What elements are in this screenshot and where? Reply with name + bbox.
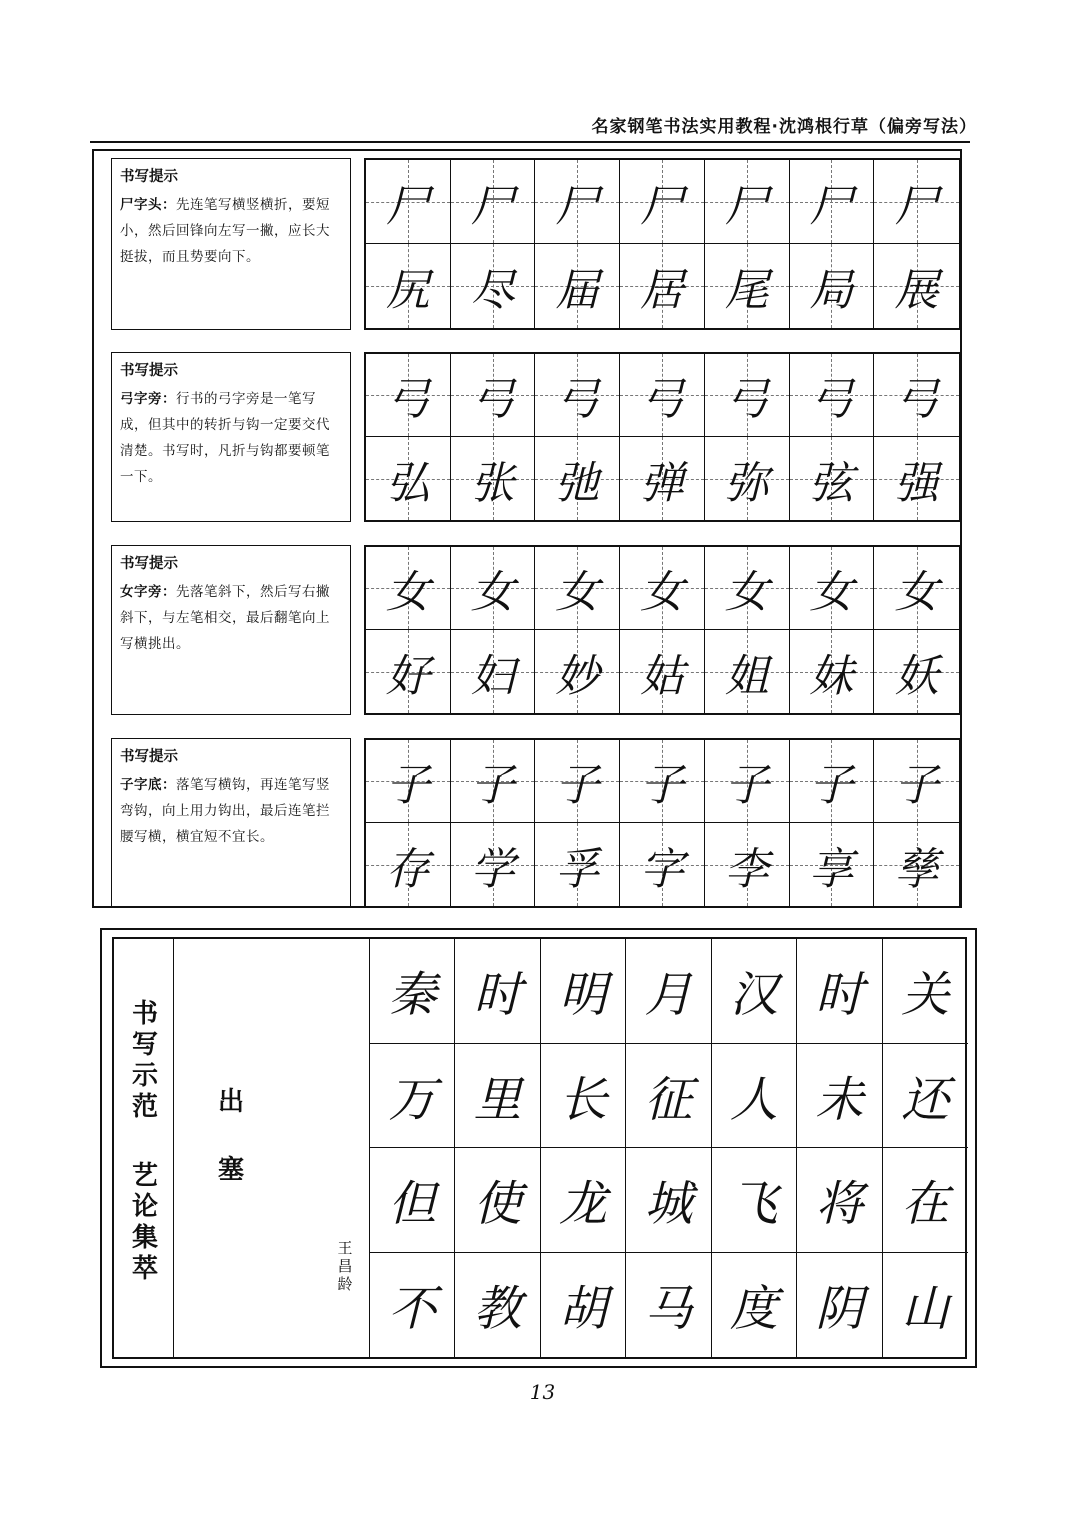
radical-char: 弓 (470, 374, 515, 425)
example-char: 展 (894, 265, 939, 316)
practice-section (111, 352, 960, 522)
radical-char: 弓 (724, 374, 769, 425)
example-cell (874, 630, 959, 713)
radical-cell (790, 160, 875, 244)
label-char: 集 (131, 1223, 158, 1253)
radical-cell (366, 740, 451, 823)
example-cell (705, 244, 790, 328)
example-cell (620, 823, 705, 906)
example-char: 好 (385, 650, 430, 702)
radical-cell (366, 354, 451, 437)
radical-char: 女 (894, 567, 939, 618)
example-cell (366, 437, 451, 520)
example-char: 姐 (724, 650, 769, 702)
poem-char: 马 (626, 1253, 711, 1358)
radical-cell (790, 354, 875, 437)
example-cell (874, 823, 959, 906)
radical-cell (620, 740, 705, 823)
label-char: 范 (131, 1092, 158, 1122)
poet-name (336, 1239, 354, 1293)
poem-char: 但 (370, 1148, 455, 1253)
radical-cell (451, 160, 536, 244)
practice-section (111, 545, 960, 715)
example-char: 尻 (385, 265, 430, 316)
radical-cell (705, 354, 790, 437)
radical-cell (535, 160, 620, 244)
label-char: 写 (131, 1030, 158, 1060)
label-char: 书 (131, 999, 158, 1029)
poem-char: 还 (883, 1044, 968, 1149)
radical-char: 尸 (385, 180, 430, 232)
example-char: 张 (470, 457, 515, 509)
tip-text: 先连笔写横竖横折，要短小，然后回锋向左写一撇，应长大挺拔，而且势要向下。 (120, 197, 330, 265)
radical-cell (790, 547, 875, 630)
poem-title (216, 1087, 246, 1185)
poem-char: 度 (712, 1253, 797, 1358)
radical-char: 弓 (385, 374, 430, 425)
tip-term: 女字旁： (120, 584, 176, 600)
example-cell (451, 437, 536, 520)
practice-section (111, 158, 960, 330)
radical-char: 女 (555, 567, 600, 618)
tip-title: 书写提示 (120, 556, 178, 572)
radical-char: 尸 (724, 180, 769, 232)
radical-char: 尸 (894, 180, 939, 232)
radical-cell (535, 547, 620, 630)
radical-char: 女 (809, 567, 854, 618)
example-char: 孳 (894, 843, 939, 895)
poem-char: 明 (541, 939, 626, 1044)
radical-cell (535, 740, 620, 823)
radical-char: 子 (724, 760, 769, 811)
header-title: 名家钢笔书法实用教程·沈鸿根行草（偏旁写法） (591, 117, 977, 137)
example-cell (874, 244, 959, 328)
practice-grid (364, 352, 961, 522)
tip-title: 书写提示 (120, 169, 178, 185)
radical-cell (366, 547, 451, 630)
radical-char: 弓 (639, 374, 684, 425)
tip-body (120, 386, 342, 490)
radical-cell (705, 160, 790, 244)
example-char: 尽 (470, 265, 515, 316)
tip-term: 子字底： (120, 777, 176, 793)
example-char: 局 (809, 265, 854, 316)
poem-char: 人 (712, 1044, 797, 1149)
label-char: 艺 (131, 1161, 158, 1191)
demo-label (120, 999, 170, 1285)
example-char: 弹 (639, 457, 684, 509)
example-cell (620, 244, 705, 328)
writing-tip (111, 545, 351, 715)
poem-char: 城 (626, 1148, 711, 1253)
example-cell (620, 437, 705, 520)
radical-cell (451, 547, 536, 630)
example-cell (874, 437, 959, 520)
tip-body (120, 579, 342, 657)
label-char: 论 (131, 1192, 158, 1222)
radical-cell (535, 354, 620, 437)
radical-cell (874, 160, 959, 244)
poem-char: 飞 (712, 1148, 797, 1253)
poem-title-char: 塞 (217, 1155, 244, 1185)
radical-char: 尸 (809, 180, 854, 232)
radical-char: 子 (385, 760, 430, 811)
radical-cell (874, 740, 959, 823)
poem-char: 秦 (370, 939, 455, 1044)
poem-char: 征 (626, 1044, 711, 1149)
poem-char: 未 (797, 1044, 882, 1149)
writing-tip (111, 738, 351, 908)
example-char: 孚 (555, 843, 600, 895)
example-char: 妹 (809, 650, 854, 702)
practice-grid (364, 545, 961, 715)
practice-section (111, 738, 960, 908)
demo-panel (100, 928, 977, 1368)
radical-char: 弓 (894, 374, 939, 425)
example-cell (620, 630, 705, 713)
example-cell (705, 823, 790, 906)
practice-grid (364, 738, 961, 908)
radical-cell (705, 740, 790, 823)
example-char: 学 (470, 843, 515, 895)
example-char: 届 (555, 265, 600, 316)
radical-cell (620, 547, 705, 630)
header-rule (90, 141, 970, 143)
example-char: 强 (894, 457, 939, 509)
radical-cell (874, 354, 959, 437)
tip-title: 书写提示 (120, 749, 178, 765)
radical-cell (451, 740, 536, 823)
radical-cell (451, 354, 536, 437)
radical-char: 子 (470, 760, 515, 811)
poem-char: 长 (541, 1044, 626, 1149)
example-cell (705, 437, 790, 520)
radical-char: 子 (809, 760, 854, 811)
example-cell (535, 630, 620, 713)
example-cell (790, 437, 875, 520)
example-cell (790, 244, 875, 328)
example-char: 居 (639, 265, 684, 316)
poet-char: 龄 (337, 1275, 353, 1293)
radical-cell (790, 740, 875, 823)
example-char: 李 (724, 843, 769, 895)
example-cell (451, 823, 536, 906)
tip-body (120, 192, 342, 270)
poem-char: 时 (797, 939, 882, 1044)
poem-char: 教 (455, 1253, 540, 1358)
label-char: 萃 (131, 1254, 158, 1284)
tip-body (120, 772, 342, 850)
radical-char: 尸 (639, 180, 684, 232)
example-cell (790, 823, 875, 906)
example-cell (366, 823, 451, 906)
example-cell (451, 244, 536, 328)
example-char: 弛 (555, 457, 600, 509)
writing-tip (111, 158, 351, 330)
label-char: 示 (131, 1061, 158, 1091)
poem-char: 时 (455, 939, 540, 1044)
example-char: 妇 (470, 650, 515, 702)
page-number: 13 (529, 1380, 556, 1404)
radical-char: 子 (639, 760, 684, 811)
example-char: 享 (809, 843, 854, 895)
radical-char: 弓 (555, 374, 600, 425)
poem-title-char: 出 (217, 1087, 244, 1117)
radical-char: 尸 (555, 180, 600, 232)
poem-char: 不 (370, 1253, 455, 1358)
poem-char: 使 (455, 1148, 540, 1253)
example-char: 字 (639, 843, 684, 895)
radical-cell (705, 547, 790, 630)
tip-text: 行书的弓字旁是一笔写成，但其中的转折与钩一定要交代清楚。书写时，凡折与钩都要顿笔一下。 (120, 391, 330, 485)
example-cell (705, 630, 790, 713)
poem-char: 汉 (712, 939, 797, 1044)
tip-text: 落笔写横钩，再连笔写竖弯钩，向上用力钩出，最后连笔拦腰写横，横宜短不宜长。 (120, 777, 330, 845)
example-cell (366, 630, 451, 713)
example-char: 弘 (385, 457, 430, 509)
radical-char: 女 (724, 567, 769, 618)
radical-char: 女 (639, 567, 684, 618)
radical-char: 女 (470, 567, 515, 618)
radical-cell (874, 547, 959, 630)
poem-char: 山 (901, 1281, 950, 1338)
example-cell (535, 823, 620, 906)
example-char: 弥 (724, 457, 769, 509)
tip-term: 弓字旁： (120, 391, 176, 407)
example-char: 妖 (894, 650, 939, 702)
poet-char: 昌 (337, 1257, 353, 1275)
example-cell (790, 630, 875, 713)
poem-char: 里 (455, 1044, 540, 1149)
radical-char: 子 (894, 760, 939, 811)
example-char: 弦 (809, 457, 854, 509)
demo-divider (173, 939, 174, 1357)
poem-char: 万 (370, 1044, 455, 1149)
poem-char: 将 (797, 1148, 882, 1253)
example-cell (366, 244, 451, 328)
tip-term: 尸字头： (120, 197, 176, 213)
radical-cell (366, 160, 451, 244)
poem-char: 在 (883, 1148, 968, 1253)
example-char: 尾 (724, 265, 769, 316)
example-cell (535, 437, 620, 520)
radical-cell (620, 160, 705, 244)
radical-char: 尸 (470, 180, 515, 232)
practice-grid (364, 158, 961, 330)
radical-char: 女 (385, 567, 430, 618)
poem-char: 龙 (541, 1148, 626, 1253)
writing-tip (111, 352, 351, 522)
example-cell (451, 630, 536, 713)
example-char: 存 (385, 843, 430, 895)
poem-char: 月 (626, 939, 711, 1044)
example-char: 姑 (639, 650, 684, 702)
poem-char: 关 (883, 939, 968, 1044)
poem-char: 胡 (541, 1253, 626, 1358)
radical-cell (620, 354, 705, 437)
radical-char: 子 (555, 760, 600, 811)
poem-char: 阴 (797, 1253, 882, 1358)
radical-char: 弓 (809, 374, 854, 425)
tip-title: 书写提示 (120, 363, 178, 379)
tip-text: 先落笔斜下，然后写右撇斜下，与左笔相交，最后翻笔向上写横挑出。 (120, 584, 330, 652)
example-char: 妙 (555, 650, 600, 702)
poem-grid (369, 939, 968, 1357)
poet-char: 王 (337, 1239, 353, 1257)
example-cell (535, 244, 620, 328)
